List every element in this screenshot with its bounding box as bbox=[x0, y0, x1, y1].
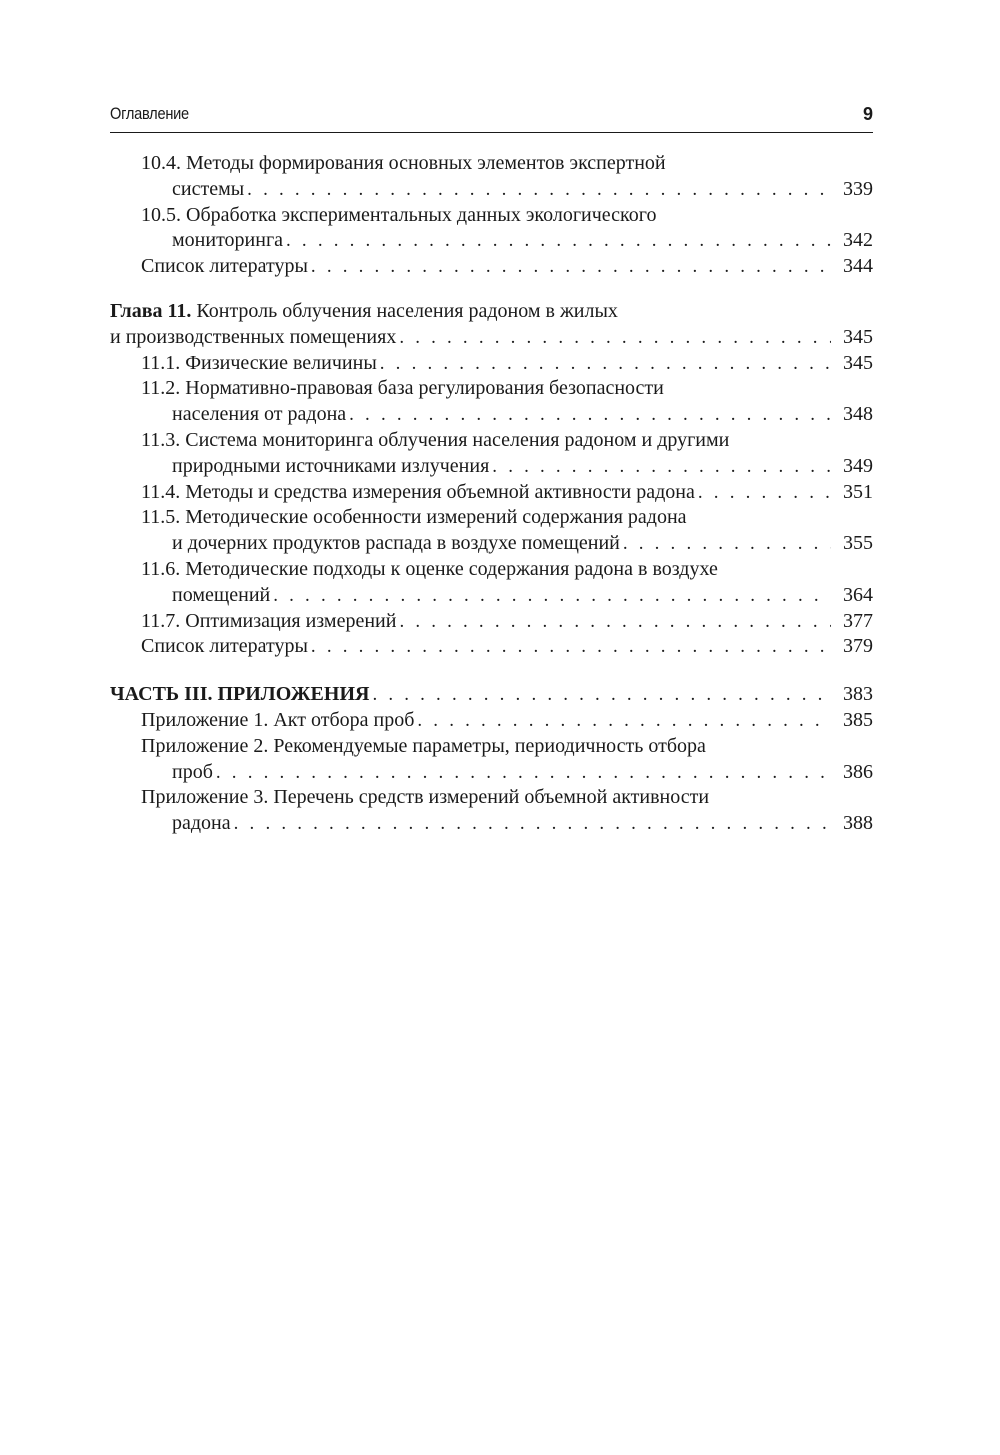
toc-entry-title-line: 11.3. Система мониторинга облучения населения радоном и другими bbox=[141, 428, 730, 451]
leader-dots bbox=[492, 454, 831, 480]
leader-dots bbox=[349, 402, 831, 428]
toc-entry-title-line: проб bbox=[172, 760, 213, 783]
page-number: 9 bbox=[862, 104, 873, 124]
toc-page-number: 377 bbox=[843, 609, 873, 632]
toc-entry-title-line: Список литературы bbox=[141, 635, 308, 658]
toc-entry-title-line: населения от радона bbox=[172, 403, 347, 426]
chapter-title: Контроль облучения населения радоном в жилых bbox=[191, 299, 618, 322]
toc-entry-chapter-11[interactable] bbox=[110, 299, 873, 351]
leader-dots bbox=[399, 325, 831, 351]
toc-entry-title-line: и дочерних продуктов распада в воздухе помещений bbox=[172, 532, 620, 555]
toc-entry-title-line: Приложение 3. Перечень средств измерений объемной активности bbox=[141, 786, 710, 809]
toc-entry-part-3[interactable] bbox=[110, 682, 873, 708]
toc-entry-appendix-3[interactable] bbox=[110, 785, 873, 837]
running-header-title: Оглавление bbox=[110, 104, 189, 123]
toc-entry-11-2[interactable] bbox=[110, 376, 873, 428]
toc-page-number: 351 bbox=[843, 480, 873, 503]
leader-dots bbox=[372, 682, 831, 708]
toc-entry-title-line: 10.5. Обработка экспериментальных данных экологического bbox=[141, 203, 657, 226]
toc-page-number: 349 bbox=[843, 454, 873, 477]
toc-entry-title-line: Приложение 1. Акт отбора проб bbox=[141, 708, 415, 731]
toc-entry-11-6[interactable] bbox=[110, 557, 873, 609]
leader-dots bbox=[417, 708, 831, 734]
toc-entry-title-line: помещений bbox=[172, 583, 271, 606]
toc-page-number: 388 bbox=[843, 812, 873, 835]
toc-entry-11-5[interactable] bbox=[110, 505, 873, 557]
leader-dots bbox=[623, 531, 831, 557]
toc-page-number: 342 bbox=[843, 229, 873, 252]
leader-dots bbox=[311, 634, 831, 660]
toc-entry-title-line: Список литературы bbox=[141, 255, 308, 278]
toc-entry-title-line: 11.4. Методы и средства измерения объемной активности радона bbox=[141, 480, 695, 503]
chapter-label: Глава 11. bbox=[110, 299, 192, 322]
toc-entry-10-5[interactable] bbox=[110, 203, 873, 255]
toc-page-number: 364 bbox=[843, 583, 873, 606]
toc-page-number: 344 bbox=[843, 255, 873, 278]
leader-dots bbox=[399, 609, 831, 635]
toc-entry-title-line: радона bbox=[172, 812, 231, 835]
leader-dots bbox=[698, 480, 831, 506]
toc-entry-11-3[interactable] bbox=[110, 428, 873, 480]
toc-page-number: 386 bbox=[843, 760, 873, 783]
leader-dots bbox=[286, 228, 831, 254]
toc-page-number: 385 bbox=[843, 708, 873, 731]
toc-entry-10-4[interactable] bbox=[110, 151, 873, 203]
toc-entry-11-1[interactable] bbox=[110, 351, 873, 377]
toc-page-number: 339 bbox=[843, 177, 873, 200]
toc-entry-title-line: 11.7. Оптимизация измерений bbox=[141, 609, 397, 632]
toc-entry-title-line: системы bbox=[172, 177, 245, 200]
running-header bbox=[110, 104, 873, 133]
toc-entry-title-line bbox=[110, 299, 873, 325]
toc-page-number: 379 bbox=[843, 635, 873, 658]
toc-page-number: 345 bbox=[843, 351, 873, 374]
toc-entry-title-line: 11.6. Методические подходы к оценке содержания радона в воздухе bbox=[141, 557, 718, 580]
toc-entry-references-ch11[interactable] bbox=[110, 634, 873, 660]
toc-page-number: 355 bbox=[843, 532, 873, 555]
leader-dots bbox=[273, 583, 831, 609]
toc-entry-11-7[interactable] bbox=[110, 609, 873, 635]
toc-entry-title-line: Приложение 2. Рекомендуемые параметры, периодичность отбора bbox=[141, 734, 706, 757]
toc-page-number: 348 bbox=[843, 403, 873, 426]
leader-dots bbox=[380, 351, 831, 377]
toc-entry-title-line: мониторинга bbox=[172, 229, 284, 252]
toc-entry-title-line: 11.1. Физические величины bbox=[141, 351, 377, 374]
leader-dots bbox=[216, 760, 831, 786]
toc-page-number: 345 bbox=[843, 325, 873, 348]
toc-entry-appendix-2[interactable] bbox=[110, 734, 873, 786]
toc-entry-title-line: 10.4. Методы формирования основных элементов экспертной bbox=[141, 152, 666, 174]
toc-entry-title-line: ЧАСТЬ III. ПРИЛОЖЕНИЯ bbox=[110, 683, 370, 706]
leader-dots bbox=[247, 177, 831, 203]
toc-page-number: 383 bbox=[843, 683, 873, 706]
toc-entry-appendix-1[interactable] bbox=[110, 708, 873, 734]
leader-dots bbox=[234, 811, 831, 837]
toc-entry-title-line: природными источниками излучения bbox=[172, 454, 490, 477]
toc-entry-title-line: 11.2. Нормативно-правовая база регулирования безопасности bbox=[141, 377, 664, 400]
toc-entry-11-4[interactable] bbox=[110, 480, 873, 506]
toc-entry-title-line: и производственных помещениях bbox=[110, 325, 397, 348]
toc-entry-references-ch10[interactable] bbox=[110, 254, 873, 280]
leader-dots bbox=[311, 254, 831, 280]
toc-entry-title-line: 11.5. Методические особенности измерений содержания радона bbox=[141, 506, 687, 529]
table-of-contents bbox=[110, 151, 873, 837]
